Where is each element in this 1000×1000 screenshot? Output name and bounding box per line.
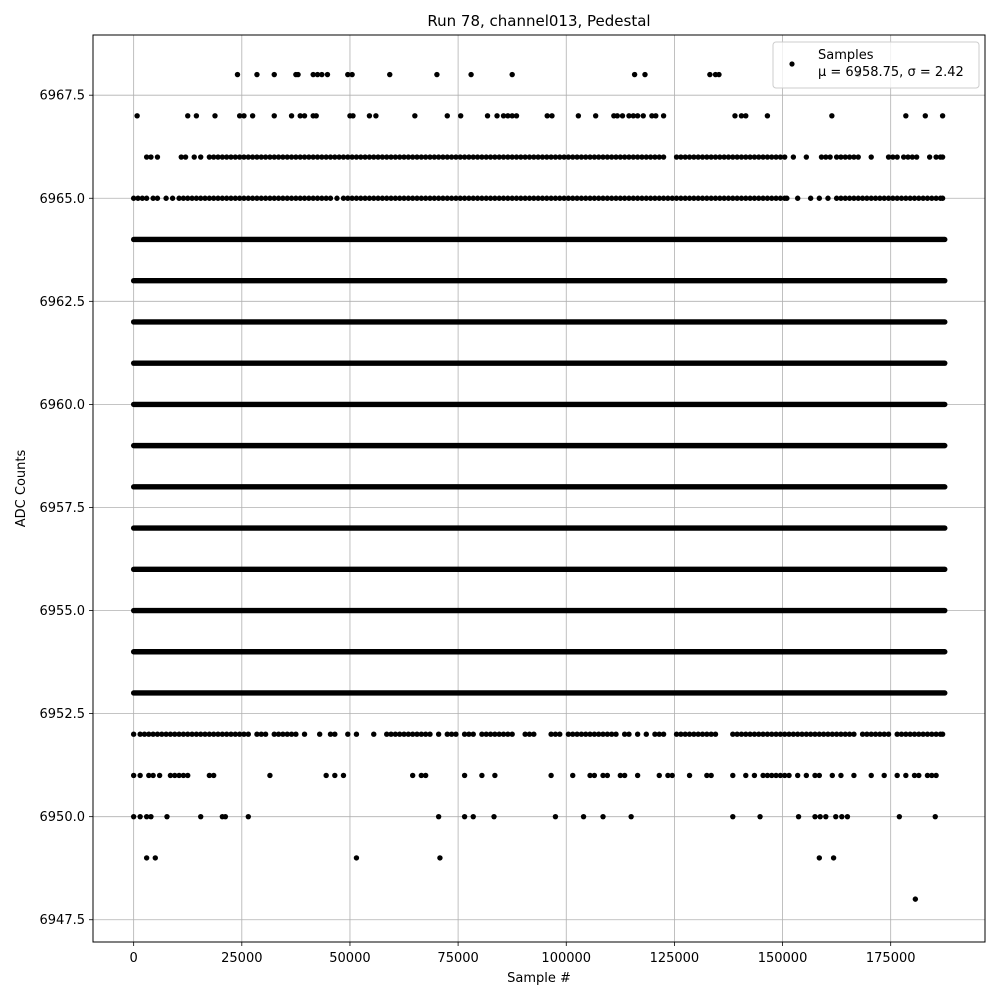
sample-point bbox=[387, 72, 392, 77]
sample-point bbox=[845, 814, 850, 819]
sample-point bbox=[485, 113, 490, 118]
sample-point bbox=[804, 154, 809, 159]
sample-point bbox=[894, 154, 899, 159]
sample-point bbox=[263, 732, 268, 737]
sample-point bbox=[831, 855, 836, 860]
sample-point bbox=[325, 72, 330, 77]
y-tick-label: 6950.0 bbox=[39, 810, 85, 826]
sample-point bbox=[183, 154, 188, 159]
x-tick-label: 25000 bbox=[221, 951, 263, 966]
x-tick-label: 150000 bbox=[757, 951, 808, 966]
sample-point bbox=[687, 773, 692, 778]
sample-point bbox=[632, 72, 637, 77]
sample-point bbox=[557, 732, 562, 737]
sample-point bbox=[272, 72, 277, 77]
y-tick-label: 6947.5 bbox=[39, 913, 85, 929]
sample-point bbox=[350, 113, 355, 118]
sample-point bbox=[886, 732, 891, 737]
sample-point bbox=[620, 113, 625, 118]
sample-point bbox=[713, 732, 718, 737]
sample-point bbox=[185, 113, 190, 118]
sample-point bbox=[332, 732, 337, 737]
sample-point bbox=[194, 113, 199, 118]
sample-point bbox=[823, 814, 828, 819]
data-points bbox=[131, 72, 945, 902]
sample-point bbox=[246, 732, 251, 737]
sample-point bbox=[317, 732, 322, 737]
sample-point bbox=[367, 113, 372, 118]
sample-point bbox=[453, 732, 458, 737]
sample-point bbox=[913, 896, 918, 901]
sample-point bbox=[328, 196, 333, 201]
sample-point bbox=[198, 154, 203, 159]
sample-point bbox=[373, 113, 378, 118]
sample-point bbox=[615, 113, 620, 118]
sample-point bbox=[757, 814, 762, 819]
sample-point bbox=[903, 113, 908, 118]
sample-point bbox=[940, 196, 945, 201]
sample-point bbox=[707, 72, 712, 77]
sample-point bbox=[635, 113, 640, 118]
y-tick-label: 6967.5 bbox=[39, 88, 85, 104]
sample-point bbox=[940, 732, 945, 737]
sample-point bbox=[427, 732, 432, 737]
sample-point bbox=[157, 773, 162, 778]
sample-point bbox=[743, 113, 748, 118]
sample-point bbox=[144, 855, 149, 860]
sample-point bbox=[458, 113, 463, 118]
sample-point bbox=[241, 113, 246, 118]
sample-point bbox=[468, 72, 473, 77]
sample-point bbox=[851, 732, 856, 737]
sample-point bbox=[155, 154, 160, 159]
sample-point bbox=[302, 113, 307, 118]
sample-point bbox=[613, 732, 618, 737]
x-tick-label: 100000 bbox=[541, 951, 592, 966]
legend-stats-label: μ = 6958.75, σ = 2.42 bbox=[818, 65, 964, 80]
legend-series-label: Samples bbox=[818, 48, 874, 63]
sample-point bbox=[927, 154, 932, 159]
sample-point bbox=[817, 855, 822, 860]
sample-point bbox=[856, 154, 861, 159]
sample-point bbox=[670, 773, 675, 778]
sample-point bbox=[137, 773, 142, 778]
sample-point bbox=[163, 196, 168, 201]
y-tick-label: 6957.5 bbox=[39, 500, 85, 516]
sample-point bbox=[657, 773, 662, 778]
x-tick-label: 0 bbox=[129, 951, 138, 966]
sample-point bbox=[795, 773, 800, 778]
sample-point bbox=[641, 113, 646, 118]
sample-point bbox=[808, 196, 813, 201]
sample-point bbox=[250, 113, 255, 118]
sample-point bbox=[830, 773, 835, 778]
sample-point bbox=[462, 814, 467, 819]
sample-point bbox=[267, 773, 272, 778]
x-tick-label: 175000 bbox=[865, 951, 916, 966]
sample-point bbox=[786, 773, 791, 778]
sample-point bbox=[593, 113, 598, 118]
sample-point bbox=[933, 773, 938, 778]
x-tick-label: 75000 bbox=[437, 951, 479, 966]
sample-point bbox=[354, 732, 359, 737]
sample-point bbox=[812, 814, 817, 819]
x-tick-label: 50000 bbox=[329, 951, 371, 966]
sample-point bbox=[134, 113, 139, 118]
sample-point bbox=[509, 72, 514, 77]
sample-point bbox=[410, 773, 415, 778]
sample-point bbox=[752, 773, 757, 778]
sample-point bbox=[164, 814, 169, 819]
sample-point bbox=[131, 814, 136, 819]
sample-point bbox=[319, 72, 324, 77]
sample-point bbox=[246, 814, 251, 819]
sample-point bbox=[916, 773, 921, 778]
sample-point bbox=[185, 773, 190, 778]
sample-point bbox=[605, 773, 610, 778]
y-tick-label: 6962.5 bbox=[39, 294, 85, 310]
sample-point bbox=[212, 113, 217, 118]
sample-point bbox=[653, 113, 658, 118]
sample-point bbox=[150, 773, 155, 778]
sample-point bbox=[635, 732, 640, 737]
sample-point bbox=[548, 773, 553, 778]
sample-point bbox=[148, 154, 153, 159]
sample-point bbox=[661, 154, 666, 159]
sample-point bbox=[436, 732, 441, 737]
sample-point bbox=[869, 154, 874, 159]
sample-point bbox=[434, 72, 439, 77]
sample-point bbox=[272, 113, 277, 118]
sample-point bbox=[903, 773, 908, 778]
sample-point bbox=[914, 154, 919, 159]
sample-point bbox=[349, 72, 354, 77]
sample-point bbox=[732, 113, 737, 118]
sample-point bbox=[796, 814, 801, 819]
sample-point bbox=[445, 113, 450, 118]
sample-point bbox=[661, 113, 666, 118]
sample-point bbox=[923, 113, 928, 118]
sample-point bbox=[192, 154, 197, 159]
sample-point bbox=[933, 814, 938, 819]
sample-point bbox=[791, 154, 796, 159]
sample-point bbox=[423, 773, 428, 778]
sample-point bbox=[412, 113, 417, 118]
sample-point bbox=[628, 814, 633, 819]
y-tick-label: 6952.5 bbox=[39, 707, 85, 723]
sample-point bbox=[570, 773, 575, 778]
sample-point bbox=[804, 773, 809, 778]
sample-point bbox=[765, 113, 770, 118]
sample-point bbox=[782, 154, 787, 159]
chart-title: Run 78, channel013, Pedestal bbox=[427, 12, 651, 30]
sample-point bbox=[730, 814, 735, 819]
sample-point bbox=[600, 814, 605, 819]
sample-point bbox=[576, 113, 581, 118]
sample-point bbox=[153, 855, 158, 860]
sample-point bbox=[494, 113, 499, 118]
sample-point bbox=[345, 732, 350, 737]
sample-point bbox=[795, 196, 800, 201]
y-axis-label: ADC Counts bbox=[14, 449, 29, 528]
sample-point bbox=[581, 814, 586, 819]
sample-point bbox=[223, 814, 228, 819]
sample-point bbox=[354, 855, 359, 860]
x-axis-label: Sample # bbox=[507, 971, 571, 986]
sample-point bbox=[851, 773, 856, 778]
sample-point bbox=[626, 732, 631, 737]
sample-point bbox=[894, 773, 899, 778]
sample-point bbox=[295, 72, 300, 77]
sample-point bbox=[509, 732, 514, 737]
sample-point bbox=[198, 814, 203, 819]
y-tick-label: 6960.0 bbox=[39, 397, 85, 413]
sample-point bbox=[144, 196, 149, 201]
sample-point bbox=[827, 154, 832, 159]
sample-point bbox=[825, 196, 830, 201]
sample-point bbox=[211, 773, 216, 778]
sample-point bbox=[817, 814, 822, 819]
sample-point bbox=[492, 773, 497, 778]
sample-point bbox=[817, 773, 822, 778]
sample-point bbox=[289, 113, 294, 118]
sample-point bbox=[838, 773, 843, 778]
sample-point bbox=[940, 113, 945, 118]
legend bbox=[773, 42, 979, 88]
sample-point bbox=[829, 113, 834, 118]
x-tick-label: 125000 bbox=[649, 951, 700, 966]
sample-point bbox=[148, 814, 153, 819]
sample-point bbox=[332, 773, 337, 778]
sample-point bbox=[254, 72, 259, 77]
sample-point bbox=[491, 814, 496, 819]
sample-point bbox=[371, 732, 376, 737]
sample-point bbox=[882, 773, 887, 778]
sample-point bbox=[545, 113, 550, 118]
sample-point bbox=[531, 732, 536, 737]
sample-point bbox=[235, 72, 240, 77]
sample-point bbox=[323, 773, 328, 778]
sample-point bbox=[549, 113, 554, 118]
sample-point bbox=[897, 814, 902, 819]
sample-point bbox=[730, 773, 735, 778]
sample-point bbox=[131, 773, 136, 778]
sample-point bbox=[869, 773, 874, 778]
sample-point bbox=[170, 196, 175, 201]
sample-point bbox=[940, 154, 945, 159]
sample-point bbox=[293, 732, 298, 737]
sample-point bbox=[635, 773, 640, 778]
sample-point bbox=[462, 773, 467, 778]
sample-point bbox=[592, 773, 597, 778]
legend-marker bbox=[789, 61, 794, 66]
y-tick-label: 6955.0 bbox=[39, 604, 85, 620]
sample-point bbox=[131, 732, 136, 737]
sample-point bbox=[155, 196, 160, 201]
sample-point bbox=[341, 773, 346, 778]
sample-point bbox=[334, 196, 339, 201]
sample-point bbox=[784, 196, 789, 201]
sample-point bbox=[661, 732, 666, 737]
sample-point bbox=[622, 773, 627, 778]
sample-point bbox=[514, 113, 519, 118]
sample-point bbox=[817, 196, 822, 201]
sample-point bbox=[471, 814, 476, 819]
sample-point bbox=[553, 814, 558, 819]
sample-point bbox=[471, 732, 476, 737]
sample-point bbox=[437, 855, 442, 860]
sample-point bbox=[708, 773, 713, 778]
sample-point bbox=[644, 732, 649, 737]
sample-point bbox=[743, 773, 748, 778]
sample-point bbox=[302, 732, 307, 737]
sample-point bbox=[716, 72, 721, 77]
sample-point bbox=[833, 814, 838, 819]
sample-point bbox=[436, 814, 441, 819]
sample-point bbox=[479, 773, 484, 778]
y-tick-label: 6965.0 bbox=[39, 191, 85, 207]
sample-point bbox=[137, 814, 142, 819]
sample-point bbox=[642, 72, 647, 77]
sample-point bbox=[314, 113, 319, 118]
sample-point bbox=[839, 814, 844, 819]
